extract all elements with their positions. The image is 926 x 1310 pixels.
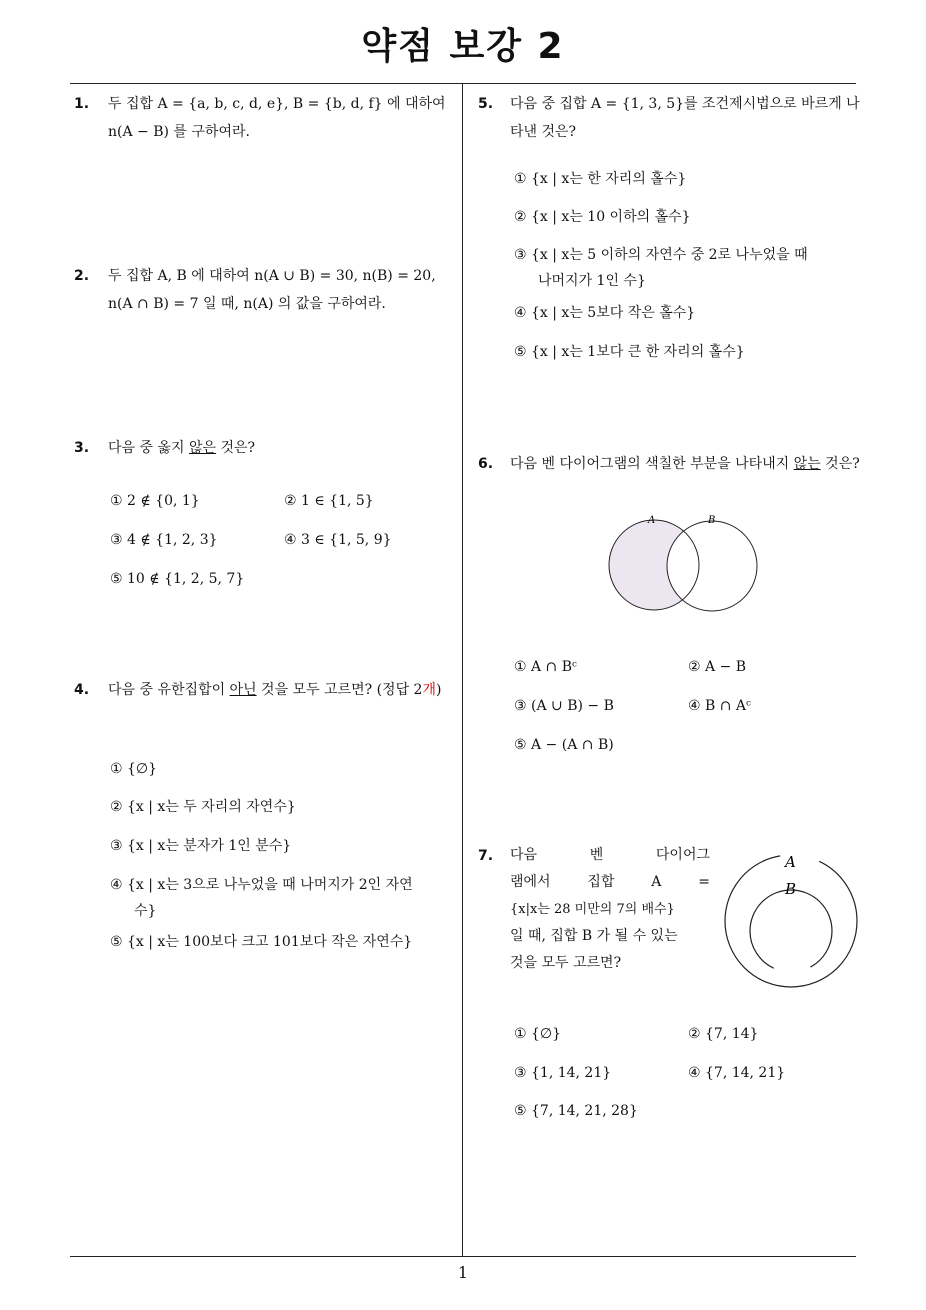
option-5[interactable]: ⑤ {x | x는 100보다 크고 101보다 작은 자연수}	[110, 934, 413, 950]
question-5	[478, 90, 862, 146]
question-3	[74, 434, 456, 462]
question-2	[74, 262, 456, 318]
option-4[interactable]: ④ B ∩ Aᶜ	[688, 698, 751, 714]
question-6	[478, 450, 862, 478]
question-number: 2.	[74, 268, 90, 284]
question-text: 다음 중 유한집합이 아닌 것을 모두 고르면? (정답 2개)	[108, 682, 442, 698]
option-4-continued: 수}	[134, 903, 157, 919]
question-number: 1.	[74, 96, 90, 112]
option-1[interactable]: ① A ∩ Bᶜ	[514, 659, 577, 675]
question-text: 다음 중 집합 A = {1, 3, 5}를 조건제시법으로 바르게 나타낸 것은?	[510, 96, 860, 140]
venn-diagram-6	[600, 510, 770, 618]
question-number: 3.	[74, 440, 90, 456]
option-2[interactable]: ② A − B	[688, 659, 747, 675]
option-5[interactable]: ⑤ {x | x는 1보다 큰 한 자리의 홀수}	[514, 344, 745, 360]
option-3-continued: 나머지가 1인 수}	[538, 273, 646, 289]
option-4[interactable]: ④ {x | x는 3으로 나누었을 때 나머지가 2인 자연	[110, 877, 413, 893]
option-3[interactable]: ③ {1, 14, 21}	[514, 1065, 612, 1081]
page-number: 1	[457, 1263, 469, 1282]
column-divider	[462, 84, 463, 1257]
set-a-label: A	[785, 853, 796, 871]
option-3[interactable]: ③ {x | x는 5 이하의 자연수 중 2로 나누었을 때	[514, 247, 808, 263]
set-a-label: A	[648, 515, 656, 526]
option-5[interactable]: ⑤ A − (A ∩ B)	[514, 737, 614, 753]
question-text: 다음 벤 다이어그 램에서 집합 A = {x|x는 28 미만의 7의 배수} 일 때, 집합 B 가 될 수 있는 것을 모두 고르면?	[510, 847, 710, 971]
question-4	[74, 676, 456, 704]
question-text: 다음 벤 다이어그램의 색칠한 부분을 나타내지 않는 것은?	[510, 456, 860, 472]
question-text: 두 집합 A = {a, b, c, d, e}, B = {b, d, f} 에 대하여 n(A − B) 를 구하여라.	[108, 96, 446, 140]
question-number: 7.	[478, 848, 494, 864]
option-5[interactable]: ⑤ 10 ∉ {1, 2, 5, 7}	[110, 571, 245, 587]
venn-diagram-7	[720, 850, 862, 992]
option-3[interactable]: ③ (A ∪ B) − B	[514, 698, 614, 714]
option-4[interactable]: ④ {x | x는 5보다 작은 홀수}	[514, 305, 696, 321]
set-a-circle	[725, 855, 857, 987]
set-b-circle	[750, 890, 832, 972]
question-text: 다음 중 옳지 않은 것은?	[108, 440, 256, 456]
option-1[interactable]: ① {x | x는 한 자리의 홀수}	[514, 171, 687, 187]
option-3[interactable]: ③ 4 ∉ {1, 2, 3}	[110, 532, 218, 548]
question-number: 4.	[74, 682, 90, 698]
option-5[interactable]: ⑤ {7, 14, 21, 28}	[514, 1103, 638, 1119]
option-4[interactable]: ④ {7, 14, 21}	[688, 1065, 786, 1081]
option-2[interactable]: ② 1 ∈ {1, 5}	[284, 493, 374, 509]
bottom-rule	[70, 1256, 856, 1257]
question-text: 두 집합 A, B 에 대하여 n(A ∪ B) = 30, n(B) = 20, n(A ∩ B) = 7 일 때, n(A) 의 값을 구하여라.	[108, 268, 436, 312]
option-2[interactable]: ② {x | x는 두 자리의 자연수}	[110, 799, 296, 815]
page-title: 약점 보강 2	[361, 26, 565, 67]
question-number: 5.	[478, 96, 494, 112]
option-2[interactable]: ② {x | x는 10 이하의 홀수}	[514, 209, 691, 225]
option-1[interactable]: ① {∅}	[514, 1026, 562, 1042]
top-rule	[70, 83, 856, 84]
option-1[interactable]: ① {∅}	[110, 761, 158, 777]
set-b-label: B	[708, 515, 716, 526]
set-b-label: B	[785, 880, 797, 898]
option-1[interactable]: ① 2 ∉ {0, 1}	[110, 493, 200, 509]
question-number: 6.	[478, 456, 494, 472]
question-1	[74, 90, 456, 146]
option-2[interactable]: ② {7, 14}	[688, 1026, 759, 1042]
question-7	[478, 842, 710, 977]
option-3[interactable]: ③ {x | x는 분자가 1인 분수}	[110, 838, 292, 854]
option-4[interactable]: ④ 3 ∈ {1, 5, 9}	[284, 532, 392, 548]
